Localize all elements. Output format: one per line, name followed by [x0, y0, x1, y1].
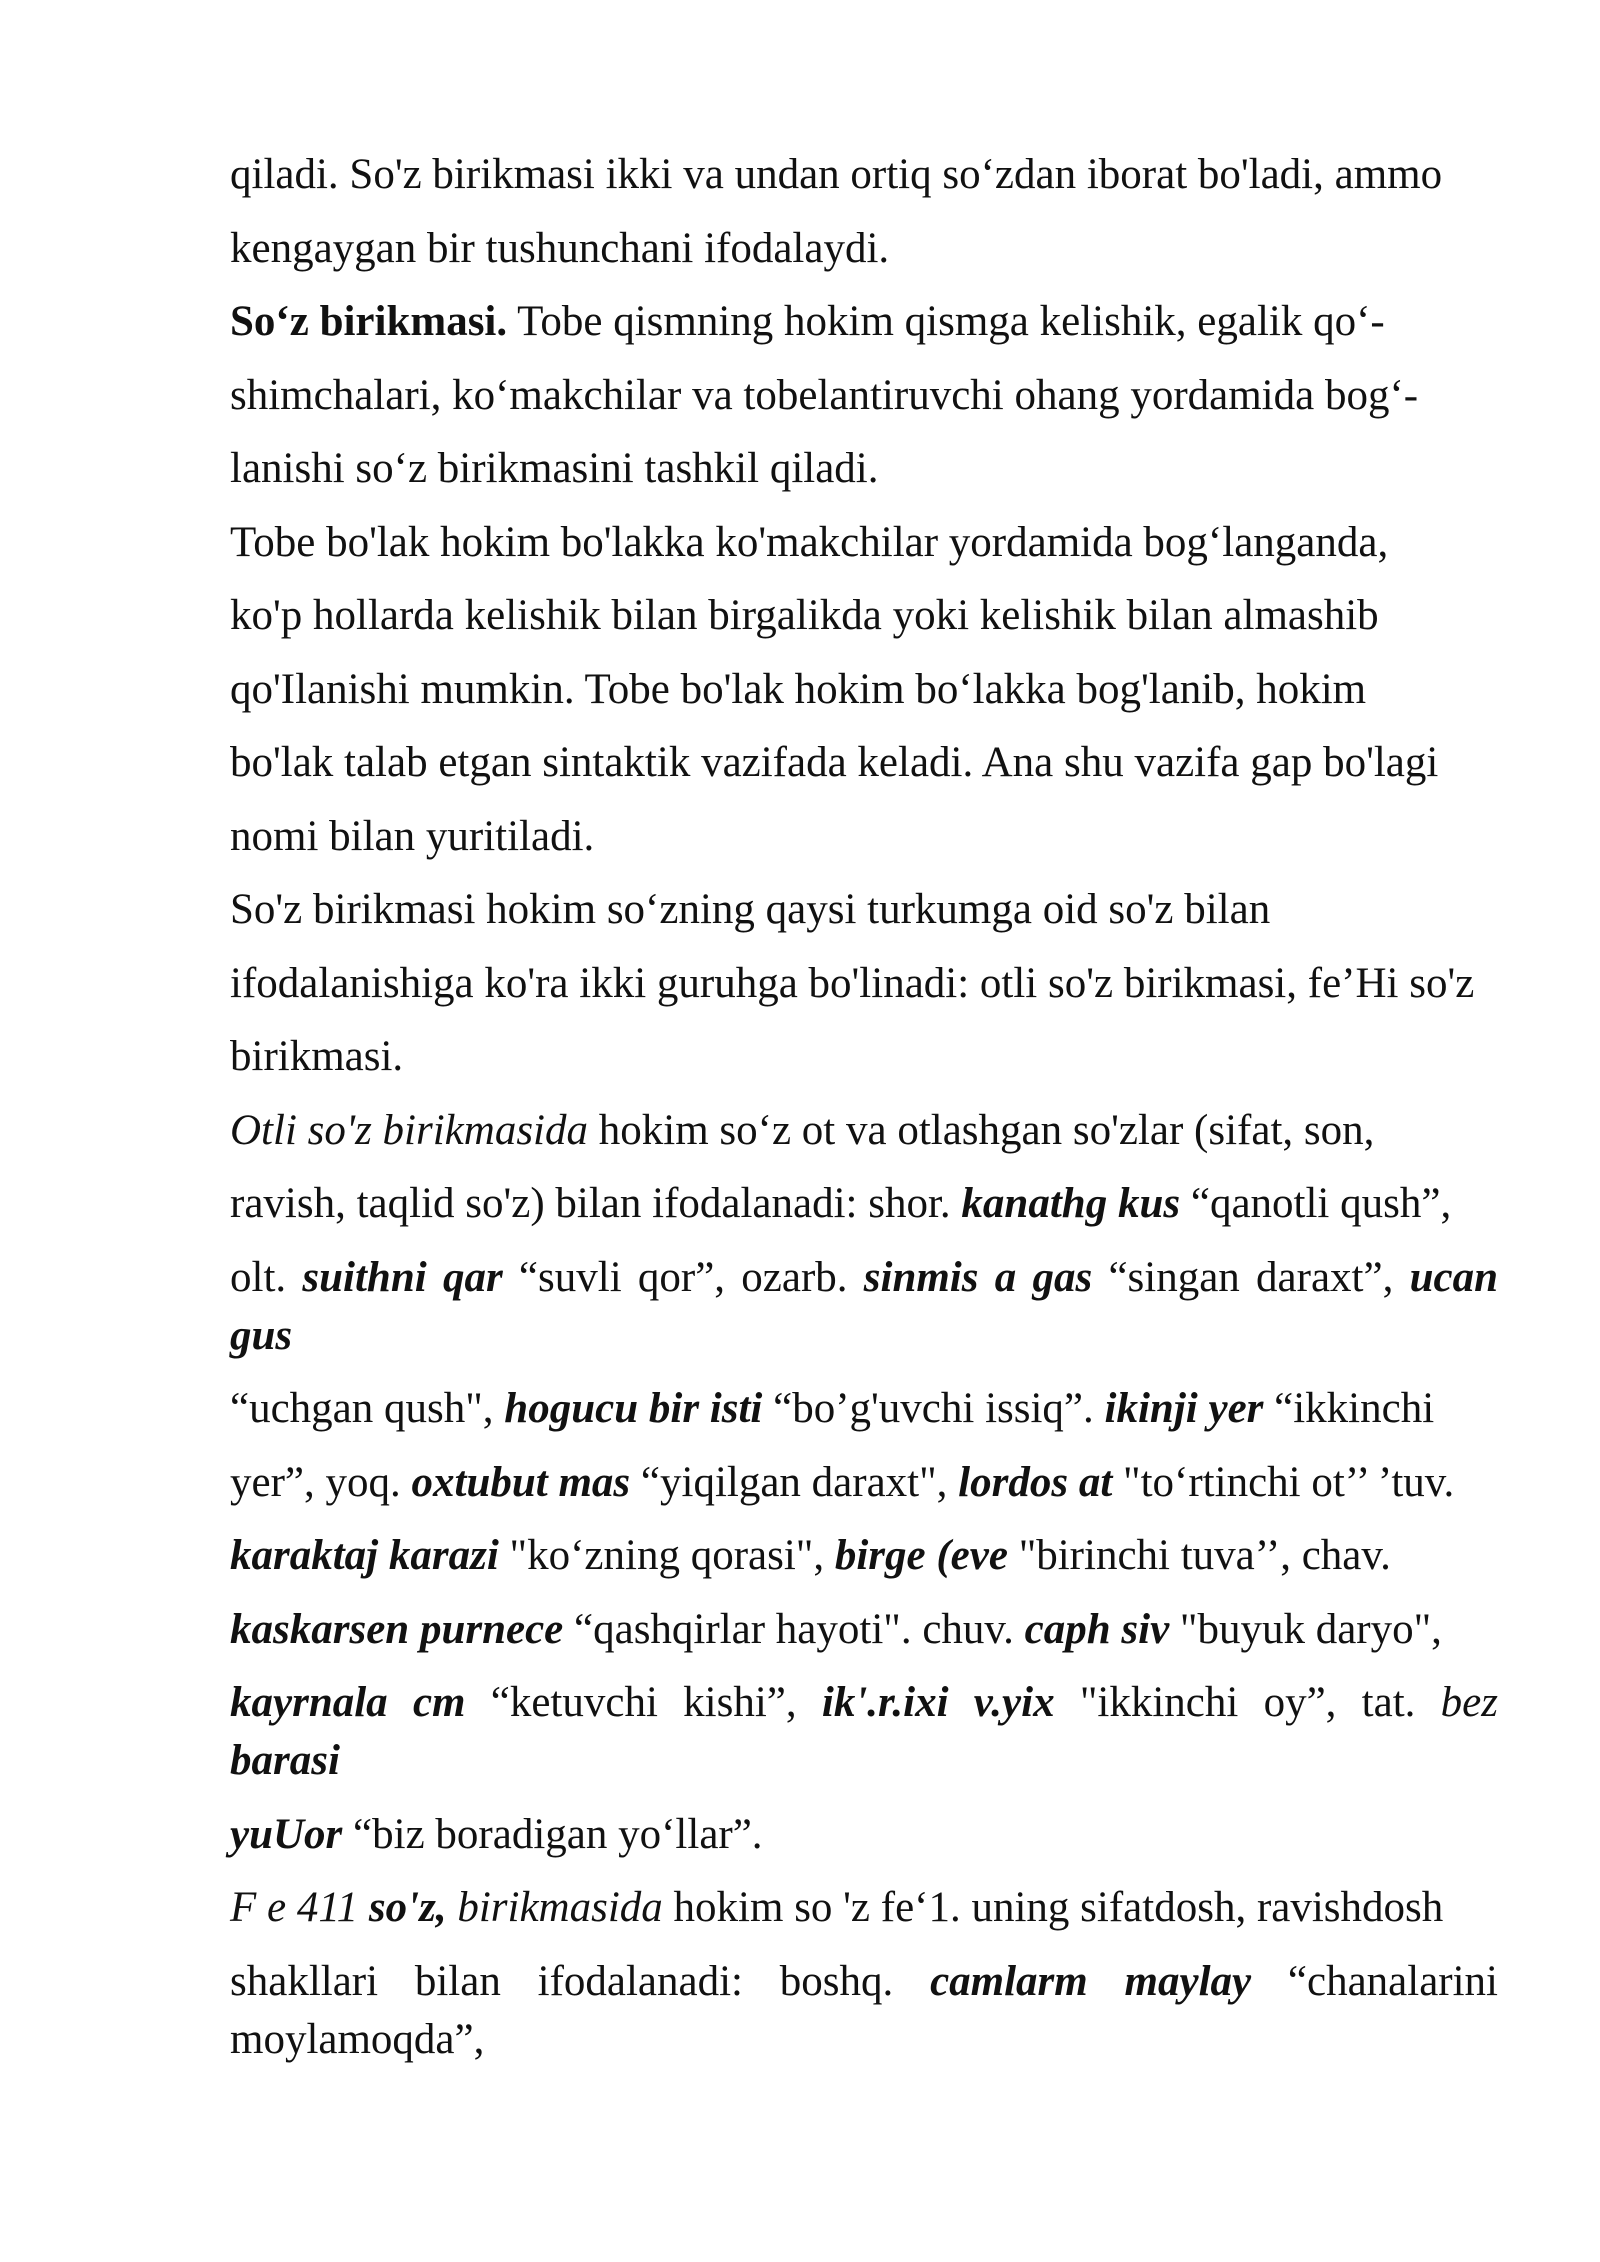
example-word: caph siv [1024, 1605, 1170, 1653]
text-line [230, 1102, 1498, 1160]
text-run: "buyuk daryo", [1169, 1605, 1442, 1653]
example-word: sinmis a gas [863, 1253, 1093, 1301]
example-word: birge (eve [834, 1532, 1008, 1579]
text-line [230, 440, 1498, 498]
text-run: ravish, taqlid so'z) bilan ifodalanadi: shor. [230, 1180, 962, 1227]
example-word: hogucu bir isti [504, 1385, 763, 1432]
text-line [230, 1527, 1498, 1585]
text-run: “bo’g'uvchi issiq”. [762, 1385, 1105, 1432]
example-word: camlarm maylay [930, 1957, 1252, 2005]
text-run: "to‘rtinchi ot’’ ’tuv. [1112, 1458, 1455, 1506]
text-run: “ikkinchi [1263, 1385, 1435, 1432]
text-line [230, 1601, 1498, 1659]
text-run: olt. [230, 1253, 303, 1301]
bold-term: So‘z birikmasi. [230, 298, 508, 345]
text-run: nomi bilan yuritiladi. [230, 812, 595, 860]
example-word: ik'.r.ixi v.yix [821, 1679, 1055, 1726]
text-line [230, 587, 1498, 645]
example-word: barasi [230, 1737, 340, 1784]
text-line [230, 1249, 1498, 1307]
text-line [230, 514, 1498, 572]
text-run: birikmasi. [230, 1033, 404, 1080]
text-line [230, 220, 1498, 278]
text-run: qo'Ilanishi mumkin. Tobe bo'lak hokim bo‘lakka bog'lanib, hokim [230, 665, 1367, 713]
example-word: oxtubut mas [411, 1458, 631, 1506]
text-run: “qashqirlar hayoti". chuv. [563, 1605, 1025, 1653]
example-word: ikinji yer [1104, 1385, 1264, 1432]
text-line [230, 2011, 1498, 2069]
italic-term: birikmasida [446, 1884, 663, 1931]
text-run: ko'p hollarda kelishik bilan birgalikda yoki kelishik bilan almashib [230, 592, 1379, 639]
example-word: kanathg kus [961, 1180, 1181, 1227]
text-run: hokim so‘z ot va otlashgan so'zlar (sifat, son, [588, 1106, 1375, 1154]
text-line [230, 1879, 1498, 1937]
text-run: qiladi. So'z birikmasi ikki va undan ortiq so‘zdan iborat bo'ladi, ammo [230, 151, 1443, 198]
text-run: "ikkinchi oy”, tat. [1054, 1679, 1441, 1726]
text-run: “ketuvchi kishi”, [465, 1679, 822, 1726]
text-line [230, 955, 1498, 1013]
example-word: yuUor [230, 1810, 343, 1858]
text-line [230, 1732, 1498, 1790]
example-word: so'z, [368, 1884, 447, 1931]
example-word: kaskarsen purnece [230, 1605, 564, 1653]
text-run: bo'lak talab etgan sintaktik vazifada keladi. Ana shu vazifa gap bo'lagi [230, 739, 1439, 786]
text-run: "ko‘zning qorasi", [498, 1532, 835, 1579]
text-run: “suvli qor”, ozarb. [502, 1253, 864, 1301]
text-line [230, 661, 1498, 719]
text-run: kengaygan bir tushunchani ifodalaydi. [230, 224, 890, 272]
example-word: karaktaj karazi [230, 1532, 499, 1579]
text-line [230, 1454, 1498, 1512]
text-run: “qanotli qush”, [1180, 1180, 1452, 1227]
text-run: “biz boradigan yo‘llar”. [342, 1810, 763, 1858]
text-run: “singan daraxt”, [1092, 1253, 1410, 1301]
italic-term: F e 411 [230, 1884, 369, 1931]
text-run: ifodalanishiga ko'ra ikki guruhga bo'linadi: otli so'z birikmasi, fe’Hi so'z [230, 959, 1475, 1007]
text-run: Tobe bo'lak hokim bo'lakka ko'makchilar yordamida bog‘langanda, [230, 518, 1389, 566]
text-line [230, 808, 1498, 866]
text-line [230, 1674, 1498, 1732]
text-line [230, 1380, 1498, 1438]
text-line [230, 734, 1498, 792]
text-run: “chanalarini [1251, 1957, 1498, 2005]
text-run: "birinchi tuva’’, chav. [1007, 1532, 1391, 1579]
italic-term: Otli so'z birikmasida [230, 1106, 589, 1154]
text-run: shakllari bilan ifodalanadi: boshq. [230, 1957, 931, 2005]
document-page [230, 146, 1498, 2069]
text-line [230, 367, 1498, 425]
text-line [230, 293, 1498, 351]
example-word: gus [230, 1311, 293, 1359]
example-word: kayrnala cm [230, 1679, 466, 1726]
italic-term: bez [1440, 1679, 1498, 1726]
text-run: “uchgan qush", [230, 1385, 505, 1432]
text-run: Tobe qismning hokim qismga kelishik, egalik qo‘- [507, 298, 1385, 345]
text-run: lanishi so‘z birikmasini tashkil qiladi. [230, 445, 879, 492]
text-run: hokim so 'z fe‘1. uning sifatdosh, ravishdosh [662, 1884, 1444, 1931]
text-run: “yiqilgan daraxt", [630, 1458, 959, 1506]
text-line [230, 1953, 1498, 2011]
text-line [230, 146, 1498, 204]
text-line [230, 1028, 1498, 1086]
text-line [230, 881, 1498, 939]
example-word: ucan [1409, 1253, 1498, 1301]
text-line [230, 1307, 1498, 1365]
text-line [230, 1806, 1498, 1864]
example-word: suithni qar [302, 1253, 503, 1301]
text-run: yer”, yoq. [230, 1458, 412, 1506]
text-line [230, 1175, 1498, 1233]
text-run: So'z birikmasi hokim so‘zning qaysi turkumga oid so'z bilan [230, 886, 1271, 933]
example-word: lordos at [958, 1458, 1113, 1506]
text-run: shimchalari, ko‘makchilar va tobelantiruvchi ohang yordamida bog‘- [230, 371, 1419, 419]
text-run: moylamoqda”, [230, 2015, 485, 2063]
